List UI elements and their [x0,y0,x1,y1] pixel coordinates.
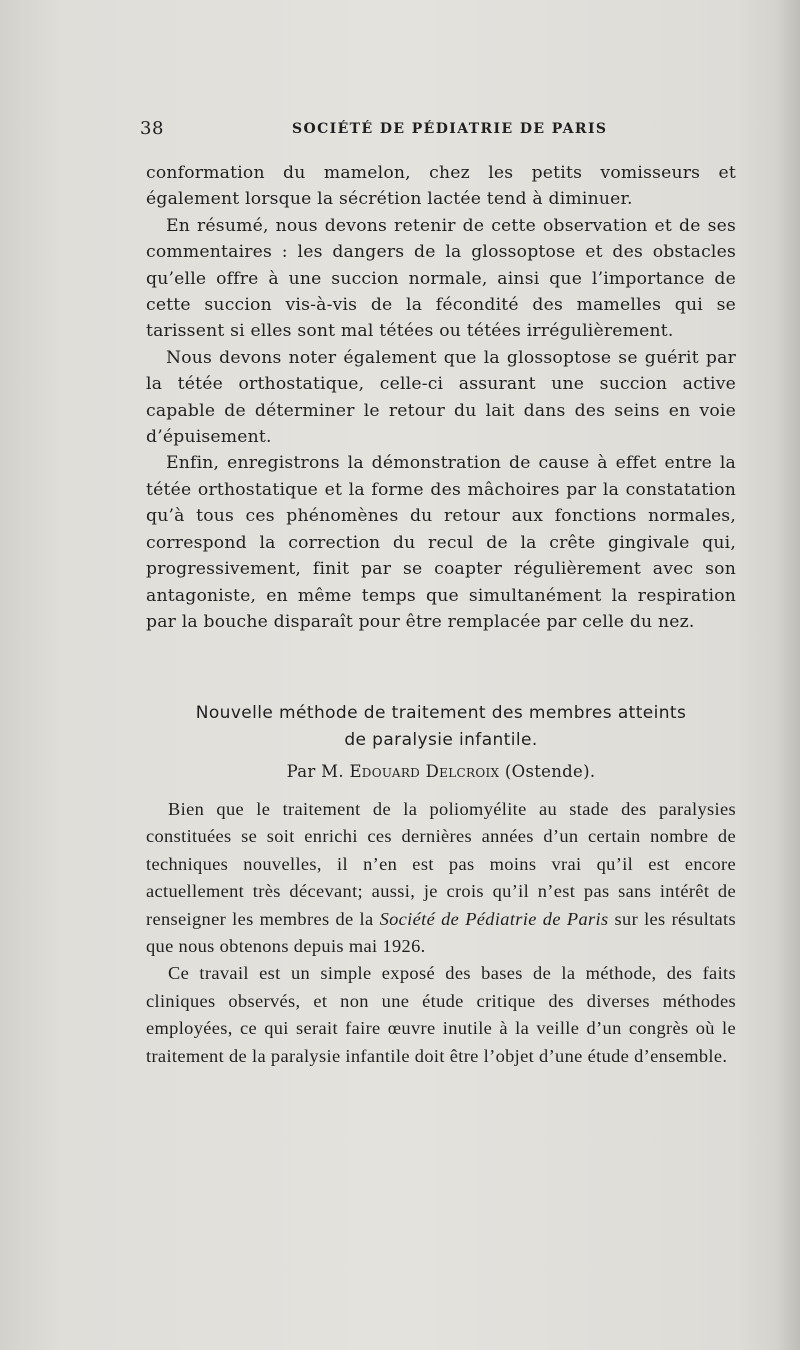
page-edge-shadow [776,0,800,1350]
intro-text-before: Bien que le traitement de la poliomyélite au stade des paralysies constituées se soit enrichi ces dernières années d’un certain nombre de techniques nouvelles, il n’en est pas moins vrai qu’il est encore actuellement très décevant; aussi, je crois qu’il n’est pas sans intérêt de renseigner les membres de la [146,799,736,929]
running-header [140,118,736,144]
article-title-line-1: Nouvelle méthode de traitement des membres atteints [195,703,687,723]
article-title [146,700,736,754]
paragraph-demonstration: Enfin, enregistrons la démonstration de cause à effet entre la tétée orthostatique et la forme des mâchoires par la constatation qu’à tous ces phénomènes du retour aux fonctions normales, correspond la correction du recul de la crête gingivale qui, progressivement, finit par se coapter régulièrement avec son antagoniste, en même temps que simultanément la respiration par la bouche disparaît pour être remplacée par celle du nez. [146,453,736,632]
society-name: Société de Pédiatrie de Paris [379,908,609,929]
byline-prefix: Par M. [286,762,344,781]
article-body [146,796,736,1070]
author-location: (Ostende). [504,762,596,781]
article-title-line-2: de paralysie infantile. [344,730,538,750]
article-paragraph-intro [146,796,736,960]
paragraph-summary: En résumé, nous devons retenir de cette observation et de ses commentaires : les dangers de la glossoptose et des obstacles qu’elle offre à une succion normale, ainsi que l’importance de cette succion vis-à-vis de la fécondité des mamelles qui se tarissent si elles sont mal tétées ou tétées irrégulièrement. [146,215,736,342]
intro-text-after: sur les résultats que nous obtenons depuis mai 1926. [146,908,737,957]
article-paragraph-scope: Ce travail est un simple exposé des bases de la méthode, des faits cliniques observés, et non une étude critique des diverses méthodes employées, ce qui serait faire œuvre inutile à la veille d’un congrès où le traitement de la paralysie infantile doit être l’objet d’une étude d’ensemble. [146,963,736,1066]
upper-text-block [146,160,736,635]
author-name: Edouard Delcroix [349,762,500,781]
article-byline [146,762,736,781]
paragraph-glossoptose: Nous devons noter également que la glossoptose se guérit par la tétée orthostatique, celle-ci assurant une succion active capable de déterminer le retour du lait dans des seins en voie d’épuisement. [146,347,736,448]
paragraph-continuation: conformation du mamelon, chez les petits vomisseurs et également lorsque la sécrétion lactée tend à diminuer. [146,163,736,210]
running-title: SOCIÉTÉ DE PÉDIATRIE DE PARIS [292,121,608,137]
page-number: 38 [140,118,164,139]
